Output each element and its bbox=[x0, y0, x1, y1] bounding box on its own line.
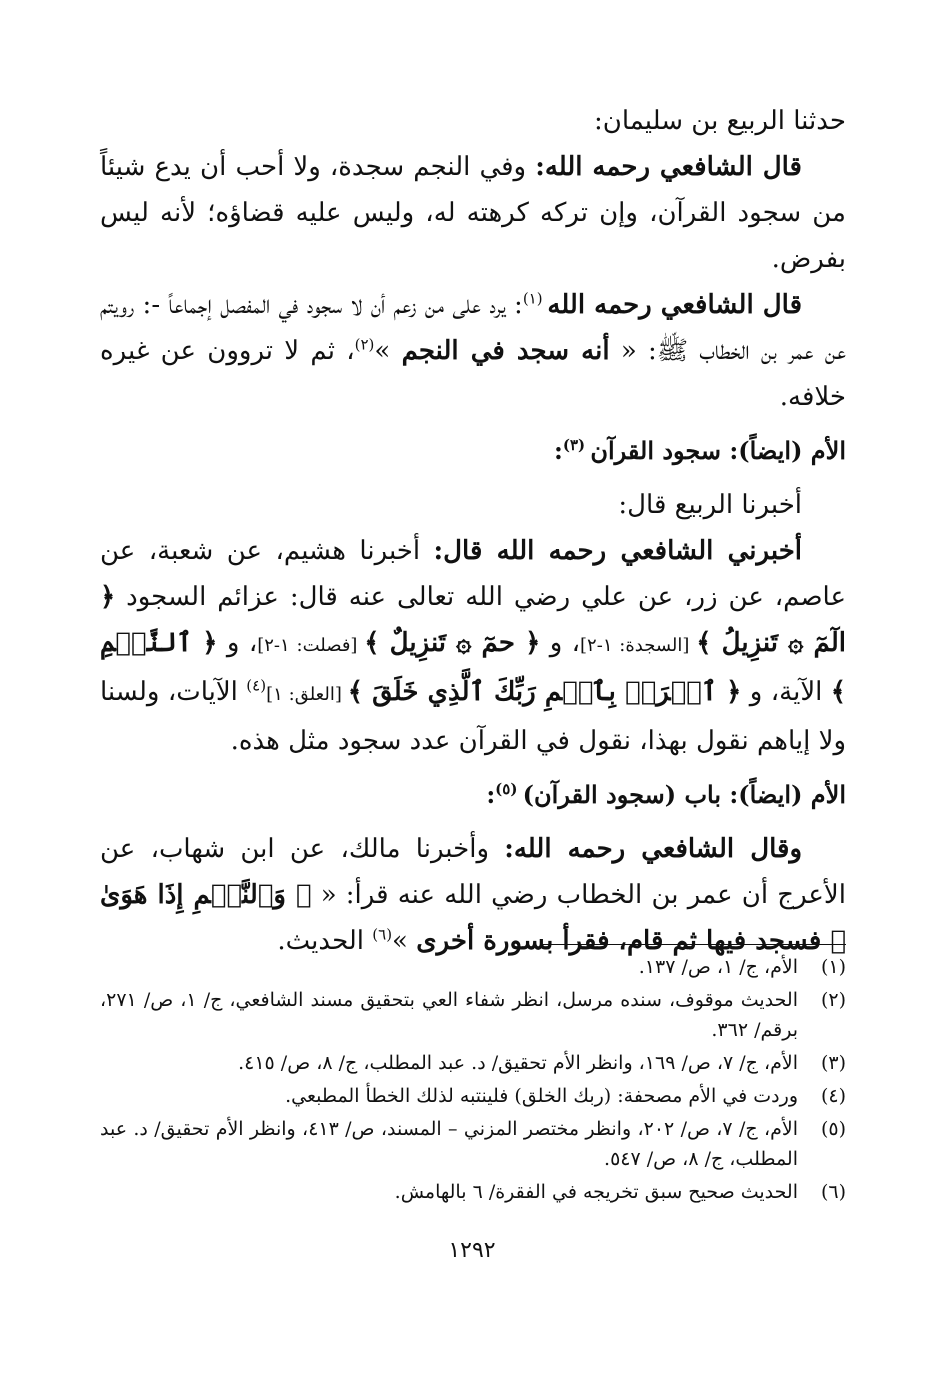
paragraph-text: أخبرنا هشيم، عن شعبة، عن عاصم، عن زر، عن علي رضي الله تعالى عنه قال: عزائم السجود bbox=[100, 536, 846, 612]
verse-reference: [فصلت: ١-٢] bbox=[257, 635, 365, 656]
footnote-text: الأم، ج/ ٧، ص/ ١٦٩، وانظر الأم تحقيق/ د. عبد المطلب، ج/ ٨، ص/ ٤١٥. bbox=[238, 1052, 798, 1074]
paragraph-text: ، و bbox=[540, 628, 581, 658]
verse-reference: [السجدة: ١-٢] bbox=[580, 635, 697, 656]
footnote-ref: (١) bbox=[522, 289, 548, 308]
quote-bold: فسجد فيها ثم قام، فقرأ بسورة أخرى bbox=[416, 926, 831, 956]
footnote-divider bbox=[540, 944, 846, 945]
footnote-item bbox=[100, 1048, 846, 1078]
paragraph-text: » bbox=[374, 336, 402, 366]
paragraph-text: ، ثم لا تروون عن غيره خلافه. bbox=[100, 336, 846, 412]
verse-reference: [العلق: ١] bbox=[266, 684, 348, 705]
footnote-item bbox=[100, 952, 846, 982]
footnote-text: الأم، ج/ ٧، ص/ ٢٠٢، وانظر مختصر المزني – المسند، ص/ ٤١٣، وانظر الأم تحقيق/ د. عبد المطلب، ج/ ٨، ص/ ٥٤٧. bbox=[100, 1118, 798, 1170]
footnote-ref: (٥) bbox=[495, 780, 523, 798]
paragraph-text: الآيات، ولسنا ولا إياهم نقول بهذا، نقول في القرآن عدد سجود مثل هذه. bbox=[100, 677, 846, 756]
paragraph-text: وفي النجم سجدة، ولا أحب أن يدع شيئاً من سجود القرآن، وإن تركه كرهته له، وليس عليه قضاؤه؛ لأنه ليس بفرض. bbox=[100, 152, 846, 274]
quran-verse: ﴿ ٱقۡرَأۡ بِٱسۡمِ رَبِّكَ ٱلَّذِي خَلَقَ ﴾ bbox=[347, 677, 742, 707]
footnote-number: (٦) bbox=[820, 1181, 846, 1203]
speaker-bold: قال الشافعي رحمه الله: bbox=[535, 152, 802, 182]
footnote-number: (٣) bbox=[820, 1052, 846, 1074]
footnote-item bbox=[100, 1114, 846, 1174]
paragraph-text: الحديث. bbox=[277, 926, 373, 956]
footnote-number: (١) bbox=[820, 956, 846, 978]
paragraph-3 bbox=[100, 282, 846, 420]
quran-verse: ﴿ حمٓ ۞ تَنزِيلٌ ﴾ bbox=[364, 628, 541, 658]
paragraph-5 bbox=[100, 528, 846, 764]
footnotes bbox=[100, 952, 846, 1210]
footnote-ref: (٤) bbox=[246, 676, 267, 695]
heading-colon: : bbox=[553, 436, 563, 465]
paragraph-text: وأخبرنا مالك، عن ابن شهاب، عن الأعرج أن عمر بن الخطاب رضي الله عنه قرأ: « bbox=[100, 834, 846, 910]
paragraph-text: » bbox=[392, 926, 417, 956]
paragraph-text: الآية، و bbox=[741, 677, 831, 707]
paragraph-text: أخبرنا الربيع قال: bbox=[618, 490, 802, 520]
quran-verse: ﴿ ٱلنَّجۡمِ ﴾ bbox=[100, 628, 846, 707]
paragraph-text: : يرد على من زعم أن لا سجود في المفصل إجماعاً -: رويتم عن عمر بن الخطاب ﷺ: « bbox=[100, 290, 847, 366]
paragraph-4 bbox=[100, 482, 846, 528]
footnote-text: الحديث صحيح سبق تخريجه في الفقرة/ ٦ بالهامش. bbox=[394, 1181, 798, 1203]
footnote-number: (٤) bbox=[820, 1085, 846, 1107]
main-text bbox=[100, 98, 846, 964]
footnote-text: الأم، ج/ ١، ص/ ١٣٧. bbox=[638, 956, 798, 978]
speaker-bold: وقال الشافعي رحمه الله: bbox=[504, 834, 802, 864]
paragraph-text: حدثنا الربيع بن سليمان: bbox=[593, 106, 846, 136]
paragraph-1 bbox=[100, 98, 846, 144]
heading-colon: : bbox=[486, 780, 496, 809]
footnote-item bbox=[100, 1177, 846, 1207]
section-heading-1 bbox=[100, 428, 846, 474]
footnote-number: (٥) bbox=[820, 1118, 846, 1140]
footnote-ref: (٢) bbox=[354, 335, 375, 354]
section-heading-2 bbox=[100, 772, 846, 818]
footnote-text: وردت في الأم مصحفة: (ربك الخلق) فلينتبه لذلك الخطأ المطبعي. bbox=[285, 1085, 798, 1107]
footnote-ref: (٦) bbox=[372, 925, 393, 944]
footnote-ref: (٣) bbox=[562, 436, 591, 454]
page-number: ١٢٩٢ bbox=[448, 1238, 496, 1263]
paragraph-2 bbox=[100, 144, 846, 282]
speaker-bold: قال الشافعي رحمه الله bbox=[547, 290, 803, 320]
heading-text: الأم (ايضاً): سجود القرآن bbox=[590, 436, 846, 465]
footnote-text: الحديث موقوف، سنده مرسل، انظر شفاء العي بتحقيق مسند الشافعي، ج/ ١، ص/ ٢٧١، برقم/ ٣٦٢. bbox=[100, 989, 798, 1041]
speaker-bold: أخبرني الشافعي رحمه الله قال: bbox=[433, 536, 802, 566]
footnote-item bbox=[100, 985, 846, 1045]
quote-bold: أنه سجد في النجم bbox=[401, 336, 610, 366]
quran-verse: ﴿ الٓمٓ ۞ تَنزِيلُ ﴾ bbox=[100, 582, 846, 658]
footnote-number: (٢) bbox=[820, 989, 846, 1011]
quran-verse: ﴿ وَٱلنَّجۡمِ إِذَا هَوَىٰ ﴾ bbox=[100, 880, 846, 956]
paragraph-text: ، و bbox=[217, 628, 258, 658]
footnote-item bbox=[100, 1081, 846, 1111]
heading-text: الأم (ايضاً): باب (سجود القرآن) bbox=[522, 780, 846, 809]
